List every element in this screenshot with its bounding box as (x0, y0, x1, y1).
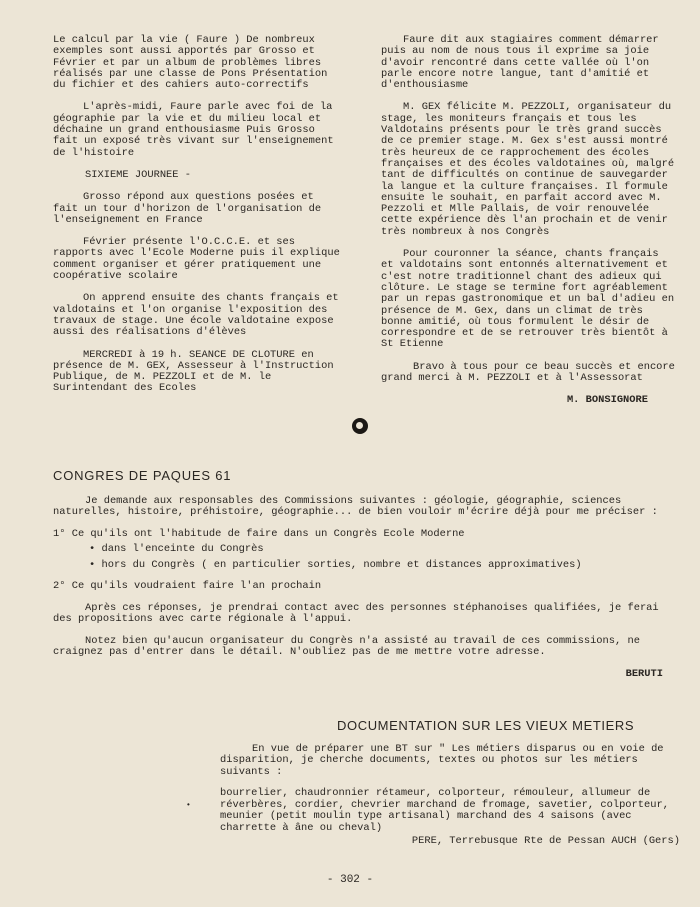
signature: M. BONSIGNORE (566, 394, 648, 407)
paragraph: On apprend ensuite des chants français et valdotains et l'on organise l'exposition des travaux de stage. Une école valdotaine expose aussi des réalisations d'élèves (53, 292, 339, 339)
congres-section (53, 470, 663, 690)
paragraph: Je demande aux responsables des Commissions suivantes : géologie, géographie, sciences naturelles, histoire, préhistoire, géographie... de bien vouloir m'écrire déjà pour me préciser : (53, 494, 658, 518)
list-item: 1° Ce qu'ils ont l'habitude de faire dans un Congrès Ecole Moderne (53, 527, 465, 540)
right-column (381, 35, 676, 418)
paragraph: Grosso répond aux questions posées et fait un tour d'horizon de l'organisation de l'enseignement en France (53, 191, 322, 226)
signature: PERE, Terrebusque Rte de Pessan AUCH (Gers) (411, 835, 680, 847)
list-subitem: • hors du Congrès ( en particulier sorties, nombre et distances approximatives) (89, 558, 582, 571)
documentation-section (186, 718, 690, 858)
page-number: - 302 - (326, 874, 374, 886)
section-title: CONGRES DE PAQUES 61 (53, 468, 232, 483)
paragraph: En vue de préparer une BT sur " Les métiers disparus ou en voie de disparition, je cherche documents, textes ou photos sur les métiers suivants : (220, 742, 664, 778)
paragraph: Bravo à tous pour ce beau succès et encore grand merci à M. PEZZOLI et à l'Assessorat (381, 360, 675, 385)
paragraph: bourrelier, chaudronnier rétameur, colporteur, rémouleur, allumeur de réverbères, cordier, chevrier marchand de fromage, savetier, colporteur, meunier (petit moulin type artisanal) marchand des 4 saisons (avec charrette à âne ou cheval) (220, 787, 669, 834)
paragraph: Notez bien qu'aucun organisateur du Congrès n'a assisté au travail de ces commissions, ne craignez pas d'entrer dans le détail. N'oubliez pas de me mettre votre adresse. (53, 634, 640, 658)
ornament-icon (352, 418, 368, 434)
list-item: 2° Ce qu'ils voudraient faire l'an prochain (53, 580, 322, 592)
list-subitem: • dans l'enceinte du Congrès (89, 543, 264, 555)
signature: BERUTI (625, 667, 663, 680)
paragraph: Le calcul par la vie ( Faure ) De nombreux exemples sont aussi apportés par Grosso et Février et par un album de problèmes libres réalisés par une classe de Pons Présentation du fichier et des cahiers auto-correctifs (53, 34, 328, 92)
paragraph: Pour couronner la séance, chants français et valdotains sont entonnés alternativement et c'est notre traditionnel chant des adieux qui clôture. Le stage se termine fort agréablement par un repas gastronomique et un bal d'adieu en présence de M. Gex, dans un climat de très bonne amitié, où tous formulent le désir de correspondre et de se retrouver très bientôt à St Etienne (381, 248, 675, 351)
paragraph: L'après-midi, Faure parle avec foi de la géographie par la vie et du milieu local et déchaine un grand enthousiasme Puis Grosso fait un exposé très vivant sur l'enseignement de l'histoire (53, 101, 334, 159)
section-title: DOCUMENTATION SUR LES VIEUX METIERS (337, 718, 635, 733)
left-column (53, 35, 343, 406)
section-heading: SIXIEME JOURNEE - (85, 168, 192, 181)
paragraph: Février présente l'O.C.C.E. et ses rapports avec l'Ecole Moderne puis il explique comment organiser et gérer pratiquement une coopérative scolaire (53, 236, 340, 283)
paragraph: MERCREDI à 19 h. SEANCE DE CLOTURE en présence de M. GEX, Assesseur à l'Instruction Publique, de M. PEZZOLI et de M. le Surintendant des Ecoles (53, 348, 334, 395)
bullet-dot-icon: • (186, 801, 191, 810)
paragraph: Après ces réponses, je prendrai contact avec des personnes stéphanoises qualifiées, je ferai des propositions avec carte régionale à l'appui. (53, 601, 659, 625)
paragraph: Faure dit aux stagiaires comment démarrer puis au nom de nous tous il exprime sa joie d'avoir rencontré dans cette vallée où l'on parle encore notre langue, tant d'amitié et d'enthousiasme (381, 34, 659, 92)
paragraph: M. GEX félicite M. PEZZOLI, organisateur du stage, les moniteurs français et tous les Valdotains présents pour le très grand succès de ce premier stage. M. Gex s'est aussi montré très heureux de ce rapprochement des écoles françaises et des écoles valdotaines où, malgré tant de difficultés on continue de sauvegarder la langue et la culture françaises. Il formule ensuite le souhait, en parfait accord avec M. Pezzoli et Mlle Pallais, de voir renouvelée cette expérience dès l'an prochain et de venir très nombreux à nos Congrès (381, 101, 675, 238)
